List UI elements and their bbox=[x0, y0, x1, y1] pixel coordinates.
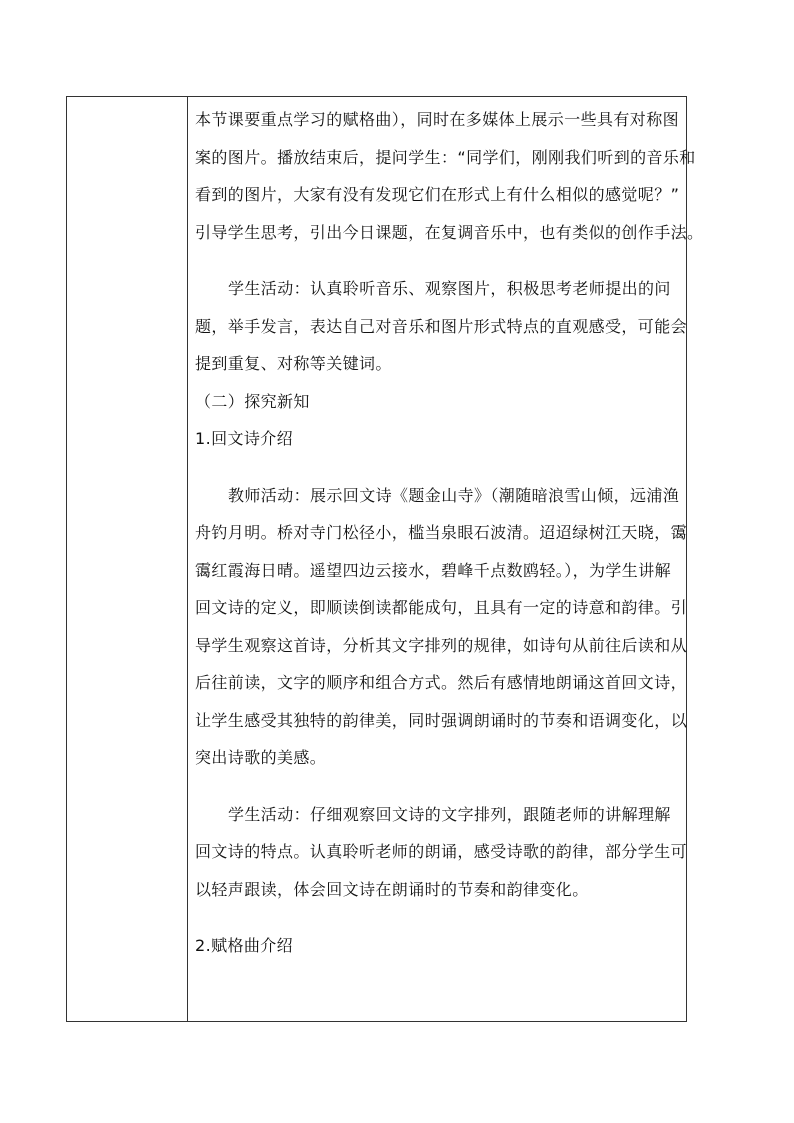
table-left-cell bbox=[67, 97, 187, 1021]
text-line: 案的图片。播放结束后，提问学生：“同学们，刚刚我们听到的音乐和 bbox=[195, 147, 696, 167]
text-line: 引导学生思考，引出今日课题，在复调音乐中，也有类似的创作手法。 bbox=[195, 222, 704, 242]
text-line: 回文诗的特点。认真聆听老师的朗诵，感受诗歌的韵律，部分学生可 bbox=[195, 842, 688, 861]
text-line: 题，举手发言，表达自己对音乐和图片形式特点的直观感受，可能会 bbox=[195, 316, 688, 336]
table-content-cell bbox=[195, 101, 704, 965]
text-line: 提到重复、对称等关键词。 bbox=[195, 354, 392, 373]
text-line: 看到的图片，大家有没有发现它们在形式上有什么相似的感觉呢？” bbox=[195, 185, 680, 204]
text-line: 本节课要重点学习的赋格曲），同时在多媒体上展示一些具有对称图 bbox=[195, 110, 680, 129]
text-line: 霭红霞海日晴。遥望四边云接水，碧峰千点数鸥轻。），为学生讲解 bbox=[195, 560, 672, 580]
text-line: 后往前读，文字的顺序和组合方式。然后有感情地朗诵这首回文诗， bbox=[195, 673, 688, 692]
text-line: 回文诗的定义，即顺读倒读都能成句，且具有一定的诗意和韵律。引 bbox=[195, 598, 688, 617]
text-line: 舟钓月明。桥对寺门松径小，槛当泉眼石波清。迢迢绿树江天晓，霭 bbox=[195, 523, 688, 542]
subheading: 2.赋格曲介绍 bbox=[195, 936, 294, 955]
text-line: 学生活动：认真聆听音乐、观察图片，积极思考老师提出的问 bbox=[228, 279, 671, 298]
text-line: 以轻声跟读，体会回文诗在朗诵时的节奏和韵律变化。 bbox=[195, 879, 589, 899]
lesson-plan-table bbox=[66, 96, 704, 1022]
text-line: 教师活动：展示回文诗《题金山寺》（潮随暗浪雪山倾，远浦渔 bbox=[228, 485, 680, 505]
column-divider bbox=[187, 97, 188, 1021]
text-line: 导学生观察这首诗，分析其文字排列的规律，如诗句从前往后读和从 bbox=[195, 635, 688, 655]
section-heading: （二）探究新知 bbox=[195, 391, 310, 411]
text-line: 学生活动：仔细观察回文诗的文字排列，跟随老师的讲解理解 bbox=[228, 804, 671, 824]
subheading: 1.回文诗介绍 bbox=[195, 429, 294, 448]
text-line: 让学生感受其独特的韵律美，同时强调朗诵时的节奏和语调变化，以 bbox=[195, 710, 688, 730]
text-line: 突出诗歌的美感。 bbox=[195, 748, 327, 767]
